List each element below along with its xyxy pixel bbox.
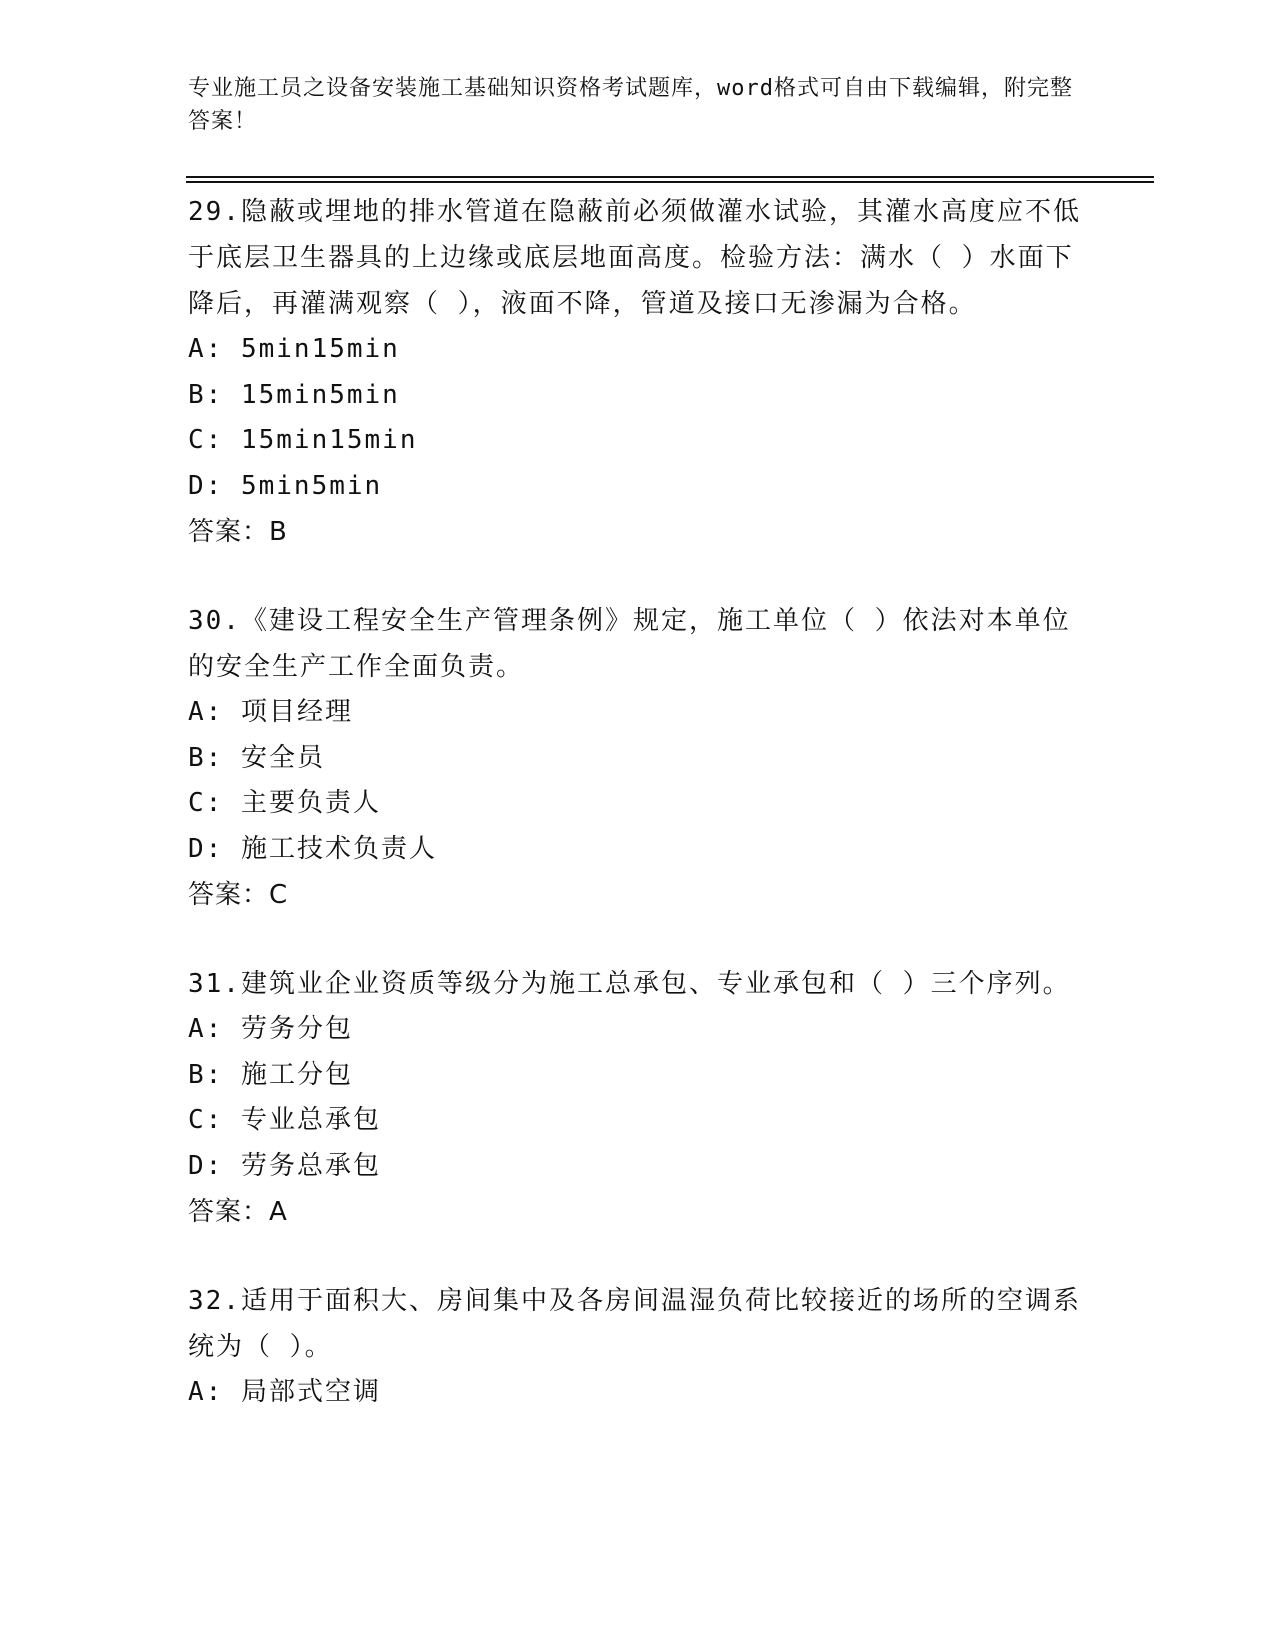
header-divider-bottom <box>186 181 1154 183</box>
option-d: D: 劳务总承包 <box>188 1150 381 1181</box>
document-header: 专业施工员之设备安装施工基础知识资格考试题库，word格式可自由下载编辑，附完整答案！ <box>188 76 1073 134</box>
question-31 <box>188 961 1088 1235</box>
option-c: C: 主要负责人 <box>188 788 381 818</box>
option-c: C: 专业总承包 <box>188 1105 381 1135</box>
question-32 <box>188 1278 1088 1416</box>
option-d: D: 施工技术负责人 <box>188 833 437 864</box>
option-a: A: 劳务分包 <box>188 1014 353 1044</box>
option-b: B: 施工分包 <box>188 1059 353 1090</box>
question-text: 31.建筑业企业资质等级分为施工总承包、专业承包和（ ）三个序列。 <box>188 969 1071 999</box>
option-b: B: 安全员 <box>188 742 325 773</box>
option-b: B: 15min5min <box>188 379 400 410</box>
answer-label: 答案：C <box>188 880 289 910</box>
question-30 <box>188 598 1088 918</box>
question-text: 29.隐蔽或埋地的排水管道在隐蔽前必须做灌水试验，其灌水高度应不低于底层卫生器具的上边缘或底层地面高度。检验方法：满水（ ）水面下降后，再灌满观察（ ），液面不降，管道及接口无渗漏为合格。 <box>188 197 1081 319</box>
question-29 <box>188 189 1088 555</box>
option-c: C: 15min15min <box>188 425 418 455</box>
question-list <box>188 189 1088 1459</box>
header-divider-top <box>186 176 1154 178</box>
option-a: A: 项目经理 <box>188 697 353 727</box>
option-a: A: 局部式空调 <box>188 1377 381 1407</box>
option-d: D: 5min5min <box>188 470 383 501</box>
option-a: A: 5min15min <box>188 334 400 364</box>
answer-label: 答案：A <box>188 1197 288 1227</box>
question-text: 32.适用于面积大、房间集中及各房间温湿负荷比较接近的场所的空调系统为（ ）。 <box>188 1286 1081 1362</box>
answer-label: 答案：B <box>188 517 288 547</box>
question-text: 30.《建设工程安全生产管理条例》规定，施工单位（ ）依法对本单位的安全生产工作全面负责。 <box>188 606 1071 682</box>
